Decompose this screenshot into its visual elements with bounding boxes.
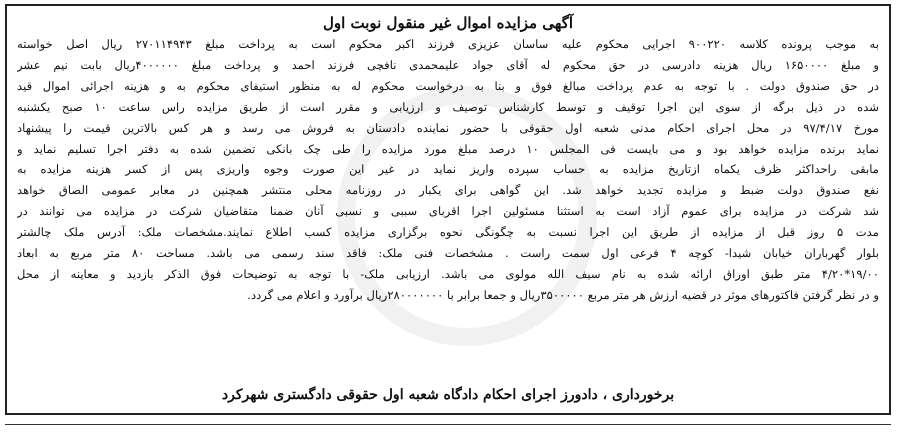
- notice-body-line: شد شرکت در مزایده برای عموم آزاد است به استثنا مسئولین اجرا اقربای سببی و نسبی آنان ضمنا متقاضیان شرکت در مزایده می توانند در: [17, 204, 879, 219]
- notice-body-line: و در نظر گرفتن فاکتورهای موثر در قضیه ارزش هر متر مربع ۳۵۰۰۰۰۰ریال و جمعا برابر با ۲۸۰۰۰۰۰۰۰ریال برآورد و اعلام می گردد.: [247, 287, 879, 302]
- notice-body-line: نماید برنده مزایده خواهد بود و می بایست فی المجلس ۱۰ درصد مبلغ مورد مزایده را طی چک بانکی تضمین شده به دفتر اجرا تسلیم نماید و: [17, 141, 879, 156]
- notice-body-line: و مبلغ ۱۶۵۰۰۰۰ ریال هزینه دادرسی در حق محکوم له آقای جواد علیمحمدی نافچی فرزند احمد و پرداخت مبلغ ۴۰۰۰۰۰۰ریال بابت نیم عشر: [17, 57, 879, 72]
- notice-body: [17, 34, 879, 306]
- notice-body-line: مدت ۵ روز قبل از مزایده از طریق این اجرا نسبت به چگونگی نحوه برگزاری مزایده کسب اطلاع نمایند.مشخصات ملک: آدرس ملک چالشتر: [17, 225, 879, 240]
- notice-body-line: در حق صندوق دولت . با توجه به عدم پرداخت مبالغ فوق و بنا به درخواست محکوم له به منظور استیفای محکوم به و هزینه اجرائی اموال قید: [17, 78, 879, 93]
- notice-signature: برخورداری ، دادورز اجرای احکام دادگاه شعبه اول حقوقی دادگستری شهرکرد: [221, 387, 675, 403]
- notice-body-line: شده در ذیل برگه از سوی این اجرا توقیف و توسط کارشناس توصیف و ارزیابی و مقرر است از طریق مزایده راس ساعت ۱۰ صبح یکشنبه: [17, 99, 879, 114]
- notice-body-line: بلوار گهرباران خیابان شیدا- کوچه ۴ فرعی اول سمت راست . مشخصات فنی ملک: فاقد سند رسمی می باشد. مساحت ۸۰ متر مربع به ابعاد: [17, 246, 879, 261]
- notice-body-line: مابقی راحداکثر ظرف یکماه ازتاریخ مزایده به حساب سپرده واریز نماید در غیر این صورت وجوه واریزی پس از کسر هزینه مزایده به: [17, 162, 879, 177]
- notice-body-line: مورخ ۹۷/۴/۱۷ در محل اجرای احکام مدنی شعبه اول حقوقی با حضور نماینده دادستان به فروش می رسد و هر کس بالاترین قیمت را پیشنهاد: [17, 120, 879, 135]
- notice-frame: [5, 4, 891, 415]
- page-divider: [5, 424, 891, 425]
- notice-body-line: ۱۹/۰۰*۴/۲۰ متر طبق اوراق ارائه شده به نام سیف الله مولوی می باشد. ارزیابی ملک- با توجه به توضیحات فوق الذکر بازدید و معاینه از محل: [17, 266, 879, 281]
- notice-body-line: نفع صندوق دولت ضبط و مزایده تجدید خواهد شد. این گواهی برای یکبار در روزنامه محلی منتشر همچنین در معابر عمومی الصاق خواهد: [17, 183, 879, 198]
- notice-body-line: به موجب پرونده کلاسه ۹۰۰۲۲۰ اجرایی محکوم علیه ساسان عزیزی فرزند اکبر محکوم است به پرداخت مبلغ ۲۷۰۱۱۴۹۴۳ ریال اصل خواسته: [17, 37, 879, 51]
- notice-title: آگهی مزایده اموال غیر منقول نوبت اول: [322, 14, 574, 32]
